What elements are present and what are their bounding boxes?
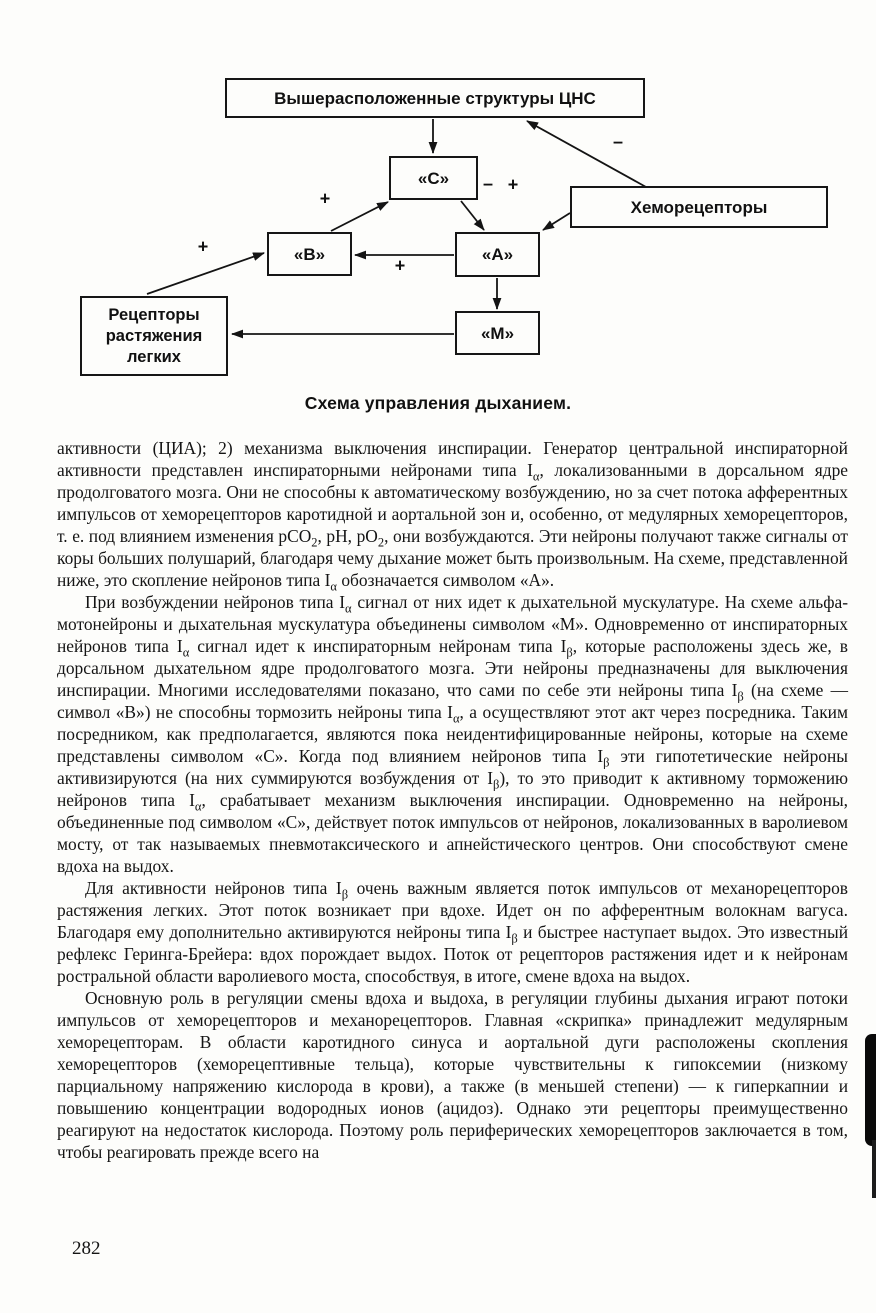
sign-plus-chemo-a: +: [507, 174, 519, 195]
node-a-neurons: [455, 232, 540, 277]
paragraph: активности (ЦИА); 2) механизма выключения инспирации. Генератор центральной инспираторной активности представлен инспираторными нейронами типа $I_\alpha$, локализованными в дорсальном ядре продолговатого мозга. Они не способны к автоматическому возбуждению, но за счет потока афферентных импульсов от хеморецепторов каротидной и аортальной зон и, особенно, от медулярных хеморецепторов, т. е. под влиянием изменения pCO$_2$, pH, $pO_2$, они возбуждаются. Эти нейроны получают также сигналы от коры больших полушарий, благодаря чему дыхание может быть произвольным. На схеме, представленной ниже, это скопление нейронов типа $I_\alpha$ обозначается символом «А».: [57, 438, 849, 594]
node-b-label: «В»: [293, 244, 326, 264]
node-m-label: «М»: [480, 323, 515, 343]
page-number: 282: [72, 1238, 101, 1259]
sign-plus-stretch-b: +: [197, 236, 209, 257]
scan-artifact-line: [872, 1140, 876, 1198]
node-c-label: «С»: [417, 168, 450, 188]
paragraph: Основную роль в регуляции смены вдоха и выдоха, в регуляции глубины дыхания играют потоки импульсов от хеморецепторов и механорецепторов. Главная «скрипка» принадлежит медулярным хеморецепторам. В области каротидного синуса и аортальной дуги расположены скопления хеморецепторов (хеморецептивные тельца), которые чувствительны к гипоксемии (низкому парциальному напряжению кислорода в крови), а также (в меньшей степени) — к гиперкапнии и повышению концентрации водородных ионов (ацидоз). Однако эти рецепторы преимущественно реагируют на недостаток кислорода. Поэтому роль периферических хеморецепторов заключается в том, чтобы реагировать прежде всего на: [57, 988, 848, 1162]
node-stretch-label: Рецепторы растяжения легких: [105, 305, 203, 366]
node-higher-cns-label: Вышерасположенные структуры ЦНС: [274, 88, 596, 108]
node-lung-stretch-receptors: [80, 296, 228, 376]
node-higher-cns-structures: [225, 78, 645, 118]
node-a-label: «А»: [481, 245, 514, 264]
node-c-neurons: [389, 156, 478, 200]
sign-plus-b-c: +: [319, 188, 331, 209]
node-m-motoneurons: [455, 311, 540, 355]
paragraph: Для активности нейронов типа $I_\beta$ очень важным является поток импульсов от механорецепторов растяжения легких. Этот поток возникает при вдохе. Идет он по афферентным волокнам вагуса. Благодаря ему дополнительно активируются нейроны типа $I_\beta$ и быстрее наступает выдох. Это известный рефлекс Геринга-Брейера: вдох порождает выдох. Поток от рецепторов растяжения идет и к нейронам ростральной области варолиевого моста, способствуя, в итоге, смене вдоха на выдох.: [57, 878, 848, 986]
sign-minus-chemo-cns: –: [612, 131, 624, 152]
body-text: [57, 437, 848, 1163]
sign-plus-a-b: +: [394, 255, 406, 276]
node-chemoreceptors: [570, 186, 828, 228]
arrow-c-to-a: [461, 201, 484, 230]
sign-minus-c-a: –: [482, 173, 494, 194]
node-b-neurons: [267, 232, 352, 276]
node-chemoreceptors-label: Хеморецепторы: [630, 197, 768, 217]
arrow-stretch-to-b: [147, 253, 264, 294]
arrow-chemo-to-cns: [527, 121, 646, 187]
diagram-caption: Схема управления дыханием.: [304, 393, 572, 413]
scan-artifact: [865, 1034, 876, 1146]
arrow-chemo-to-a: [543, 213, 570, 230]
arrow-b-to-c: [331, 202, 388, 231]
paragraph: При возбуждении нейронов типа $I_\alpha$ сигнал от них идет к дыхательной мускулатуре. На схеме альфа-мотонейроны и дыхательная мускулатура объединены символом «М». Одновременно от инспираторных нейронов типа $I_\alpha$ сигнал идет к инспираторным нейронам типа $I_\beta$, которые расположены здесь же, в дорсальном дыхательном ядре продолговатого мозга. Эти нейроны предназначены для выключения инспирации. Многими исследователями показано, что сами по себе эти нейроны типа $I_\beta$ (на схеме — символ «В») не способны тормозить нейроны типа $I_\alpha$, а осуществляют этот акт через посредника. Таким посредником, как предполагается, являются пока неидентифицированные нейроны, которые на схеме представлены символом «С». Когда под влиянием нейронов типа $I_\beta$ эти гипотетические нейроны активизируются (на них суммируются возбуждения от $I_\beta$), то это приводит к активному торможению нейронов типа $I_\alpha$, срабатывает механизм выключения инспирации. Одновременно на нейроны, объединенные под символом «С», действует поток импульсов от нейронов, локализованных в варолиевом мосту, от так называемых пневмотаксического и апнейстического центров. Они способствуют смене вдоха на выдох.: [57, 592, 848, 876]
